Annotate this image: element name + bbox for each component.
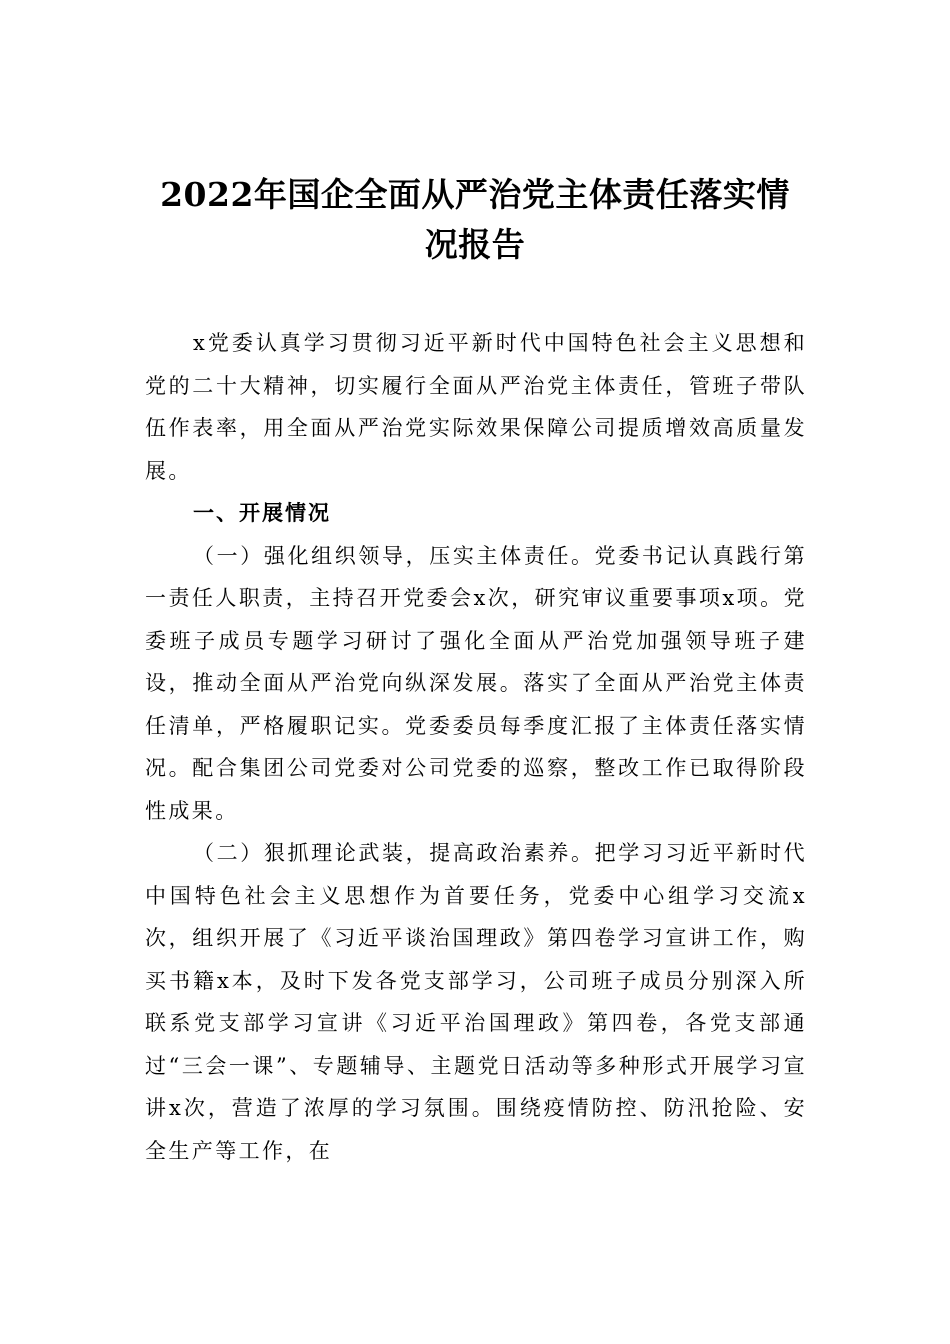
section-heading: 一、开展情况 bbox=[193, 501, 331, 525]
intro-paragraph: x党委认真学习贯彻习近平新时代中国特色社会主义思想和党的二十大精神，切实履行全面从严治党主体责任，管班子带队伍作表率，用全面从严治党实际效果保障公司提质增效高质量发展。 bbox=[145, 331, 807, 483]
paragraph-1: （一）强化组织领导，压实主体责任。党委书记认真践行第一责任人职责，主持召开党委会x次，研究审议重要事项x项。党委班子成员专题学习研讨了强化全面从严治党加强领导班子建设，推动全面从严治党向纵深发展。落实了全面从严治党主体责任清单，严格履职记实。党委委员每季度汇报了主体责任落实情况。配合集团公司党委对公司党委的巡察，整改工作已取得阶段性成果。 bbox=[145, 543, 807, 823]
document-body bbox=[145, 322, 807, 1172]
title-line-2: 况报告 bbox=[424, 225, 526, 264]
paragraph-2: （二）狠抓理论武装，提高政治素养。把学习习近平新时代中国特色社会主义思想作为首要任务，党委中心组学习交流x次，组织开展了《习近平谈治国理政》第四卷学习宣讲工作，购买书籍x本，及时下发各党支部学习，公司班子成员分别深入所联系党支部学习宣讲《习近平治国理政》第四卷，各党支部通过“三会一课”、专题辅导、主题党日活动等多种形式开展学习宣讲x次，营造了浓厚的学习氛围。围绕疫情防控、防汛抢险、安全生产等工作，在 bbox=[145, 841, 807, 1163]
document-title bbox=[140, 170, 810, 270]
title-line-1: 2022年国企全面从严治党主体责任落实情 bbox=[160, 175, 790, 214]
